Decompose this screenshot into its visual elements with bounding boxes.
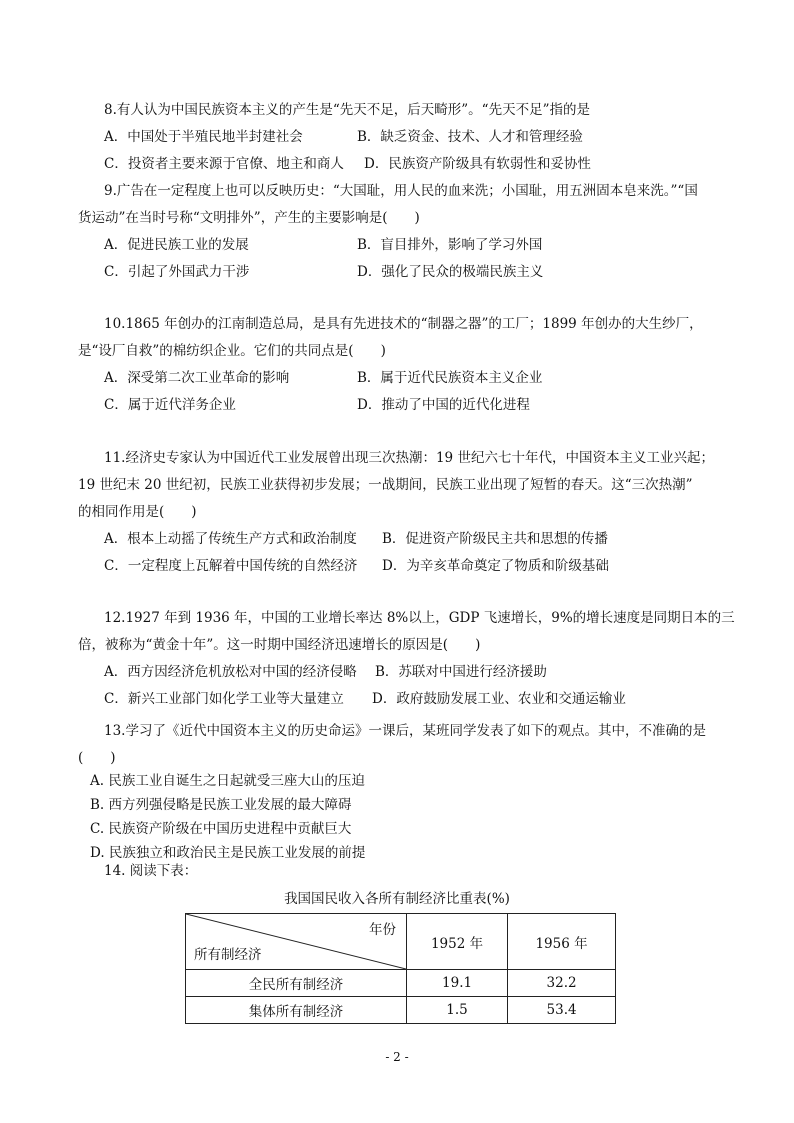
q13-option-d: D. 民族独立和政治民主是民族工业发展的前提 (90, 845, 366, 861)
q11-option-d: D．为辛亥革命奠定了物质和阶级基础 (382, 558, 609, 574)
q11-option-b: B．促进资产阶级民主共和思想的传播 (382, 531, 608, 547)
table-row (186, 997, 616, 1024)
q11-stem-line1: 11.经济史专家认为中国近代工业发展曾出现三次热潮：19 世纪六七十年代，中国资本主义工业兴起； (104, 450, 714, 466)
q13-option-c: C. 民族资产阶级在中国历史进程中贡献巨大 (90, 821, 352, 837)
q13-option-b: B. 西方列强侵略是民族工业发展的最大障碍 (90, 797, 352, 813)
table-header-row (186, 914, 616, 970)
row-value-1956: 32.2 (508, 970, 616, 997)
q11-option-a: A．根本上动摇了传统生产方式和政治制度 (104, 531, 357, 547)
table-row (186, 970, 616, 997)
q13-stem-line1: 13.学习了《近代中国资本主义的历史命运》一课后，某班同学发表了如下的观点。其中，不准确的是 (104, 723, 706, 739)
q14-stem: 14. 阅读下表： (104, 863, 198, 879)
diagonal-header-cell (186, 914, 407, 970)
header-year: 年份 (369, 922, 396, 938)
q8-option-a: A．中国处于半殖民地半封建社会 (104, 129, 303, 145)
q9-stem-line2: 货运动”在当时号称“文明排外”，产生的主要影响是( ) (78, 210, 420, 226)
row-value-1952: 1.5 (407, 997, 508, 1024)
q9-option-c: C．引起了外国武力干涉 (104, 264, 250, 280)
row-label: 集体所有制经济 (186, 997, 407, 1024)
q9-stem-line1: 9.广告在一定程度上也可以反映历史：“大国耻，用人民的血来洗；小国耻，用五洲固本皂来洗。”“国 (104, 183, 698, 199)
page-number: - 2 - (385, 1050, 409, 1064)
header-1952: 1952 年 (407, 914, 508, 970)
q10-option-c: C．属于近代洋务企业 (104, 397, 236, 413)
q11-stem-line2: 19 世纪末 20 世纪初，民族工业获得初步发展；一战期间，民族工业出现了短暂的春天。这“三次热潮” (78, 477, 693, 493)
q13-option-a: A. 民族工业自诞生之日起就受三座大山的压迫 (90, 773, 365, 789)
q12-option-d: D．政府鼓励发展工业、农业和交通运输业 (372, 691, 626, 707)
q10-option-a: A．深受第二次工业革命的影响 (104, 370, 290, 386)
q10-stem-line1: 10.1865 年创办的江南制造总局，是具有先进技术的“制器之器”的工厂；1899 年创办的大生纱厂， (104, 316, 703, 332)
income-ownership-table (185, 913, 616, 1024)
q13-stem-line2: ( ) (78, 750, 116, 766)
row-value-1956: 53.4 (508, 997, 616, 1024)
q8-stem: 8.有人认为中国民族资本主义的产生是“先天不足，后天畸形”。“先天不足”指的是 (104, 102, 590, 118)
q10-option-b: B．属于近代民族资本主义企业 (357, 370, 543, 386)
q9-option-a: A．促进民族工业的发展 (104, 237, 249, 253)
q11-stem-line3: 的相同作用是( ) (78, 504, 197, 520)
q12-option-b: B．苏联对中国进行经济援助 (375, 664, 547, 680)
table-caption: 我国国民收入各所有制经济比重表(%) (284, 891, 510, 907)
q9-option-b: B．盲目排外，影响了学习外国 (357, 237, 543, 253)
q12-stem-line2: 倍，被称为“黄金十年”。这一时期中国经济迅速增长的原因是( ) (78, 637, 481, 653)
q8-option-b: B．缺乏资金、技术、人才和管理经验 (357, 129, 583, 145)
header-1956: 1956 年 (508, 914, 616, 970)
q9-option-d: D．强化了民众的极端民族主义 (357, 264, 544, 280)
q10-option-d: D．推动了中国的近代化进程 (357, 397, 530, 413)
row-value-1952: 19.1 (407, 970, 508, 997)
q8-option-d: D．民族资产阶级具有软弱性和妥协性 (364, 156, 591, 172)
q12-stem-line1: 12.1927 年到 1936 年，中国的工业增长率达 8%以上，GDP 飞速增长，9%的增长速度是同期日本的三 (104, 610, 735, 626)
header-ownership: 所有制经济 (194, 947, 262, 963)
q12-option-a: A．西方因经济危机放松对中国的经济侵略 (104, 664, 357, 680)
q10-stem-line2: 是“设厂自救”的棉纺织企业。它们的共同点是( ) (78, 343, 386, 359)
q8-option-c: C．投资者主要来源于官僚、地主和商人 (104, 156, 344, 172)
q12-option-c: C．新兴工业部门如化学工业等大量建立 (104, 691, 344, 707)
q11-option-c: C．一定程度上瓦解着中国传统的自然经济 (104, 558, 358, 574)
row-label: 全民所有制经济 (186, 970, 407, 997)
